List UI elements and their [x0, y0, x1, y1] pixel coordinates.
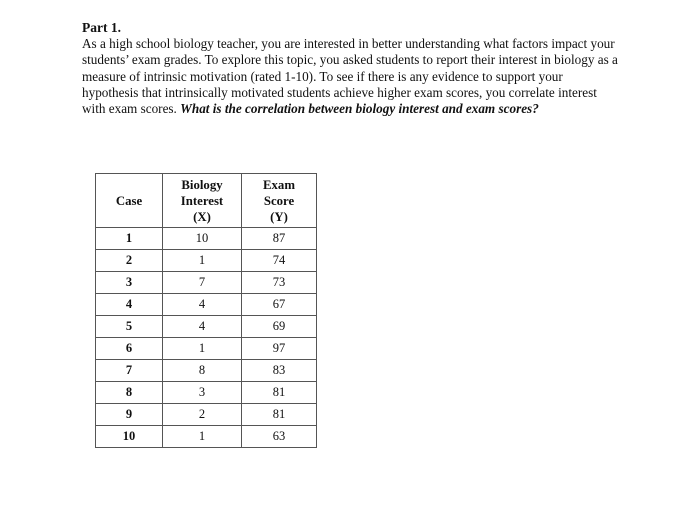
score-cell: 67 — [242, 294, 317, 316]
case-cell: 9 — [96, 404, 163, 426]
score-cell: 83 — [242, 360, 317, 382]
interest-cell: 1 — [163, 338, 242, 360]
problem-paragraph — [82, 36, 622, 117]
interest-cell: 1 — [163, 426, 242, 448]
table-header-row — [96, 174, 317, 228]
score-cell: 81 — [242, 382, 317, 404]
table-row — [96, 272, 317, 294]
case-cell: 6 — [96, 338, 163, 360]
header-case — [96, 174, 163, 228]
header-line: (X) — [193, 209, 211, 224]
header-biology-interest — [163, 174, 242, 228]
score-cell: 73 — [242, 272, 317, 294]
table-row — [96, 316, 317, 338]
score-cell: 81 — [242, 404, 317, 426]
header-line: Exam — [263, 177, 295, 192]
case-cell: 5 — [96, 316, 163, 338]
interest-cell: 2 — [163, 404, 242, 426]
case-cell: 8 — [96, 382, 163, 404]
case-cell: 7 — [96, 360, 163, 382]
question-text: What is the correlation between biology interest and exam scores? — [180, 101, 539, 117]
problem-text: As a high school biology teacher, you are interested in better understanding what factors impact your students’ exam grades. To explore this topic, you asked students to report their interest in biology as a measure of intrinsic motivation (rated 1-10). To see if there is any evidence to support your hypothesis that intrinsically motivated students achieve higher exam scores, you correlate interest with exam scores. — [82, 36, 618, 117]
score-cell: 87 — [242, 228, 317, 250]
header-line: Biology — [181, 177, 223, 192]
header-line: (Y) — [270, 209, 288, 224]
interest-cell: 4 — [163, 316, 242, 338]
interest-cell: 7 — [163, 272, 242, 294]
case-cell: 3 — [96, 272, 163, 294]
header-line: Score — [263, 193, 295, 208]
score-cell: 74 — [242, 250, 317, 272]
interest-cell: 10 — [163, 228, 242, 250]
case-cell: 1 — [96, 228, 163, 250]
interest-cell: 1 — [163, 250, 242, 272]
case-cell: 2 — [96, 250, 163, 272]
table-row — [96, 338, 317, 360]
score-cell: 63 — [242, 426, 317, 448]
table-row — [96, 382, 317, 404]
part-heading: Part 1. — [82, 20, 121, 35]
interest-cell: 8 — [163, 360, 242, 382]
header-line: Interest — [180, 193, 224, 208]
score-cell: 97 — [242, 338, 317, 360]
score-cell: 69 — [242, 316, 317, 338]
table-row — [96, 228, 317, 250]
interest-cell: 4 — [163, 294, 242, 316]
data-table — [95, 173, 317, 448]
table-row — [96, 250, 317, 272]
table-row — [96, 294, 317, 316]
table-row — [96, 426, 317, 448]
table-row — [96, 404, 317, 426]
case-cell: 4 — [96, 294, 163, 316]
table-row — [96, 360, 317, 382]
header-line: Case — [115, 193, 143, 208]
case-cell: 10 — [96, 426, 163, 448]
header-exam-score — [242, 174, 317, 228]
interest-cell: 3 — [163, 382, 242, 404]
